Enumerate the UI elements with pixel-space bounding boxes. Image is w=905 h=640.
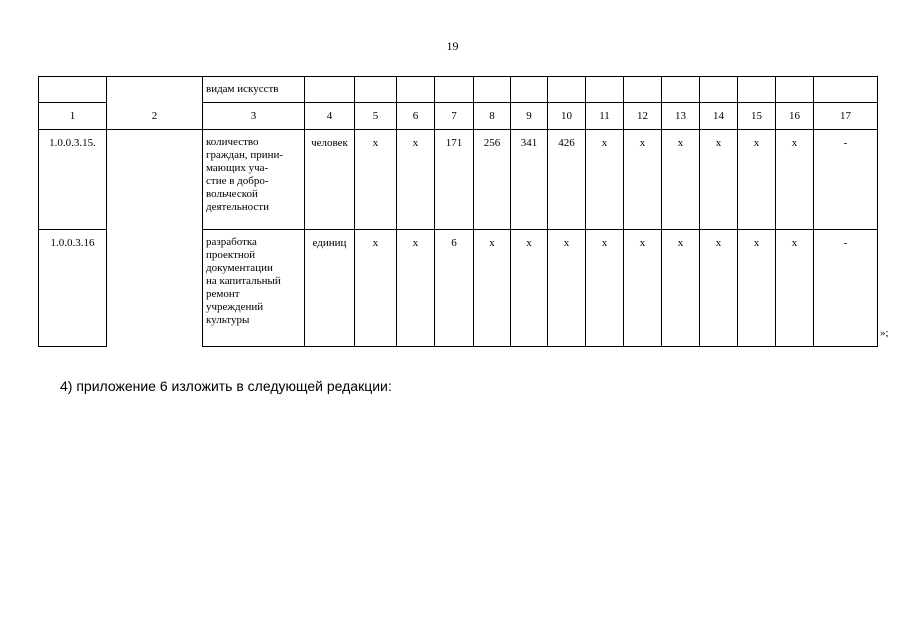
table-cell-description: видам искусств [203, 77, 305, 103]
table-header-row [39, 103, 878, 130]
column-number: 9 [511, 103, 548, 130]
column-number: 10 [548, 103, 586, 130]
indicator-description: количество граждан, прини- мающих уча- стие в добро- вольческой деятельности [203, 130, 305, 230]
table-cell-value: - [814, 230, 878, 347]
column-number: 7 [435, 103, 474, 130]
table-cell-value: х [474, 230, 511, 347]
table-cell-value: х [355, 230, 397, 347]
column-number: 11 [586, 103, 624, 130]
table-cell [738, 77, 776, 103]
table-cell [624, 77, 662, 103]
table-cell-value: х [397, 130, 435, 230]
instruction-paragraph: 4) приложение 6 изложить в следующей редакции: [60, 378, 392, 394]
table-cell [107, 77, 203, 103]
table-cell-value: 341 [511, 130, 548, 230]
table-cell-value: х [738, 230, 776, 347]
table-row [39, 130, 878, 230]
table-cell [397, 77, 435, 103]
column-number: 8 [474, 103, 511, 130]
table-cell-value: х [624, 130, 662, 230]
indicator-description: разработка проектной документации на капитальный ремонт учреждений культуры [203, 230, 305, 347]
table-cell-value: х [624, 230, 662, 347]
table-cell-value: 256 [474, 130, 511, 230]
table-cell-empty [107, 130, 203, 347]
indicator-code: 1.0.0.3.16 [39, 230, 107, 347]
closing-quote-mark: »; [880, 327, 889, 339]
indicator-unit: единиц [305, 230, 355, 347]
column-number: 12 [624, 103, 662, 130]
table-cell-value: х [700, 130, 738, 230]
indicator-unit: человек [305, 130, 355, 230]
column-number: 5 [355, 103, 397, 130]
table-cell [700, 77, 738, 103]
table-cell-value: 171 [435, 130, 474, 230]
table-cell [39, 77, 107, 103]
column-number: 14 [700, 103, 738, 130]
table-cell [435, 77, 474, 103]
table-cell-value: х [511, 230, 548, 347]
table-cell [662, 77, 700, 103]
table-cell [548, 77, 586, 103]
column-number: 16 [776, 103, 814, 130]
table-cell-value: 426 [548, 130, 586, 230]
column-number: 6 [397, 103, 435, 130]
column-number: 3 [203, 103, 305, 130]
table-cell-value: х [548, 230, 586, 347]
table-cell [355, 77, 397, 103]
table-cell-value: - [814, 130, 878, 230]
column-number: 2 [107, 103, 203, 130]
table-row-continuation [39, 77, 878, 103]
table-cell-value: х [586, 230, 624, 347]
page-number: 19 [446, 39, 459, 53]
table-cell [511, 77, 548, 103]
table-cell-value: х [586, 130, 624, 230]
table-cell [776, 77, 814, 103]
column-number: 13 [662, 103, 700, 130]
table-cell-value: 6 [435, 230, 474, 347]
table-cell-value: х [662, 230, 700, 347]
table-cell [474, 77, 511, 103]
table-cell-value: х [776, 230, 814, 347]
table-cell-value: х [738, 130, 776, 230]
table-cell-value: х [662, 130, 700, 230]
table-cell-value: х [700, 230, 738, 347]
table-cell-value: х [776, 130, 814, 230]
table-cell [305, 77, 355, 103]
column-number: 17 [814, 103, 878, 130]
table-cell-value: х [355, 130, 397, 230]
indicators-table [38, 76, 878, 347]
table-cell [586, 77, 624, 103]
indicator-code: 1.0.0.3.15. [39, 130, 107, 230]
table-cell [814, 77, 878, 103]
table-cell-value: х [397, 230, 435, 347]
column-number: 15 [738, 103, 776, 130]
column-number: 1 [39, 103, 107, 130]
column-number: 4 [305, 103, 355, 130]
